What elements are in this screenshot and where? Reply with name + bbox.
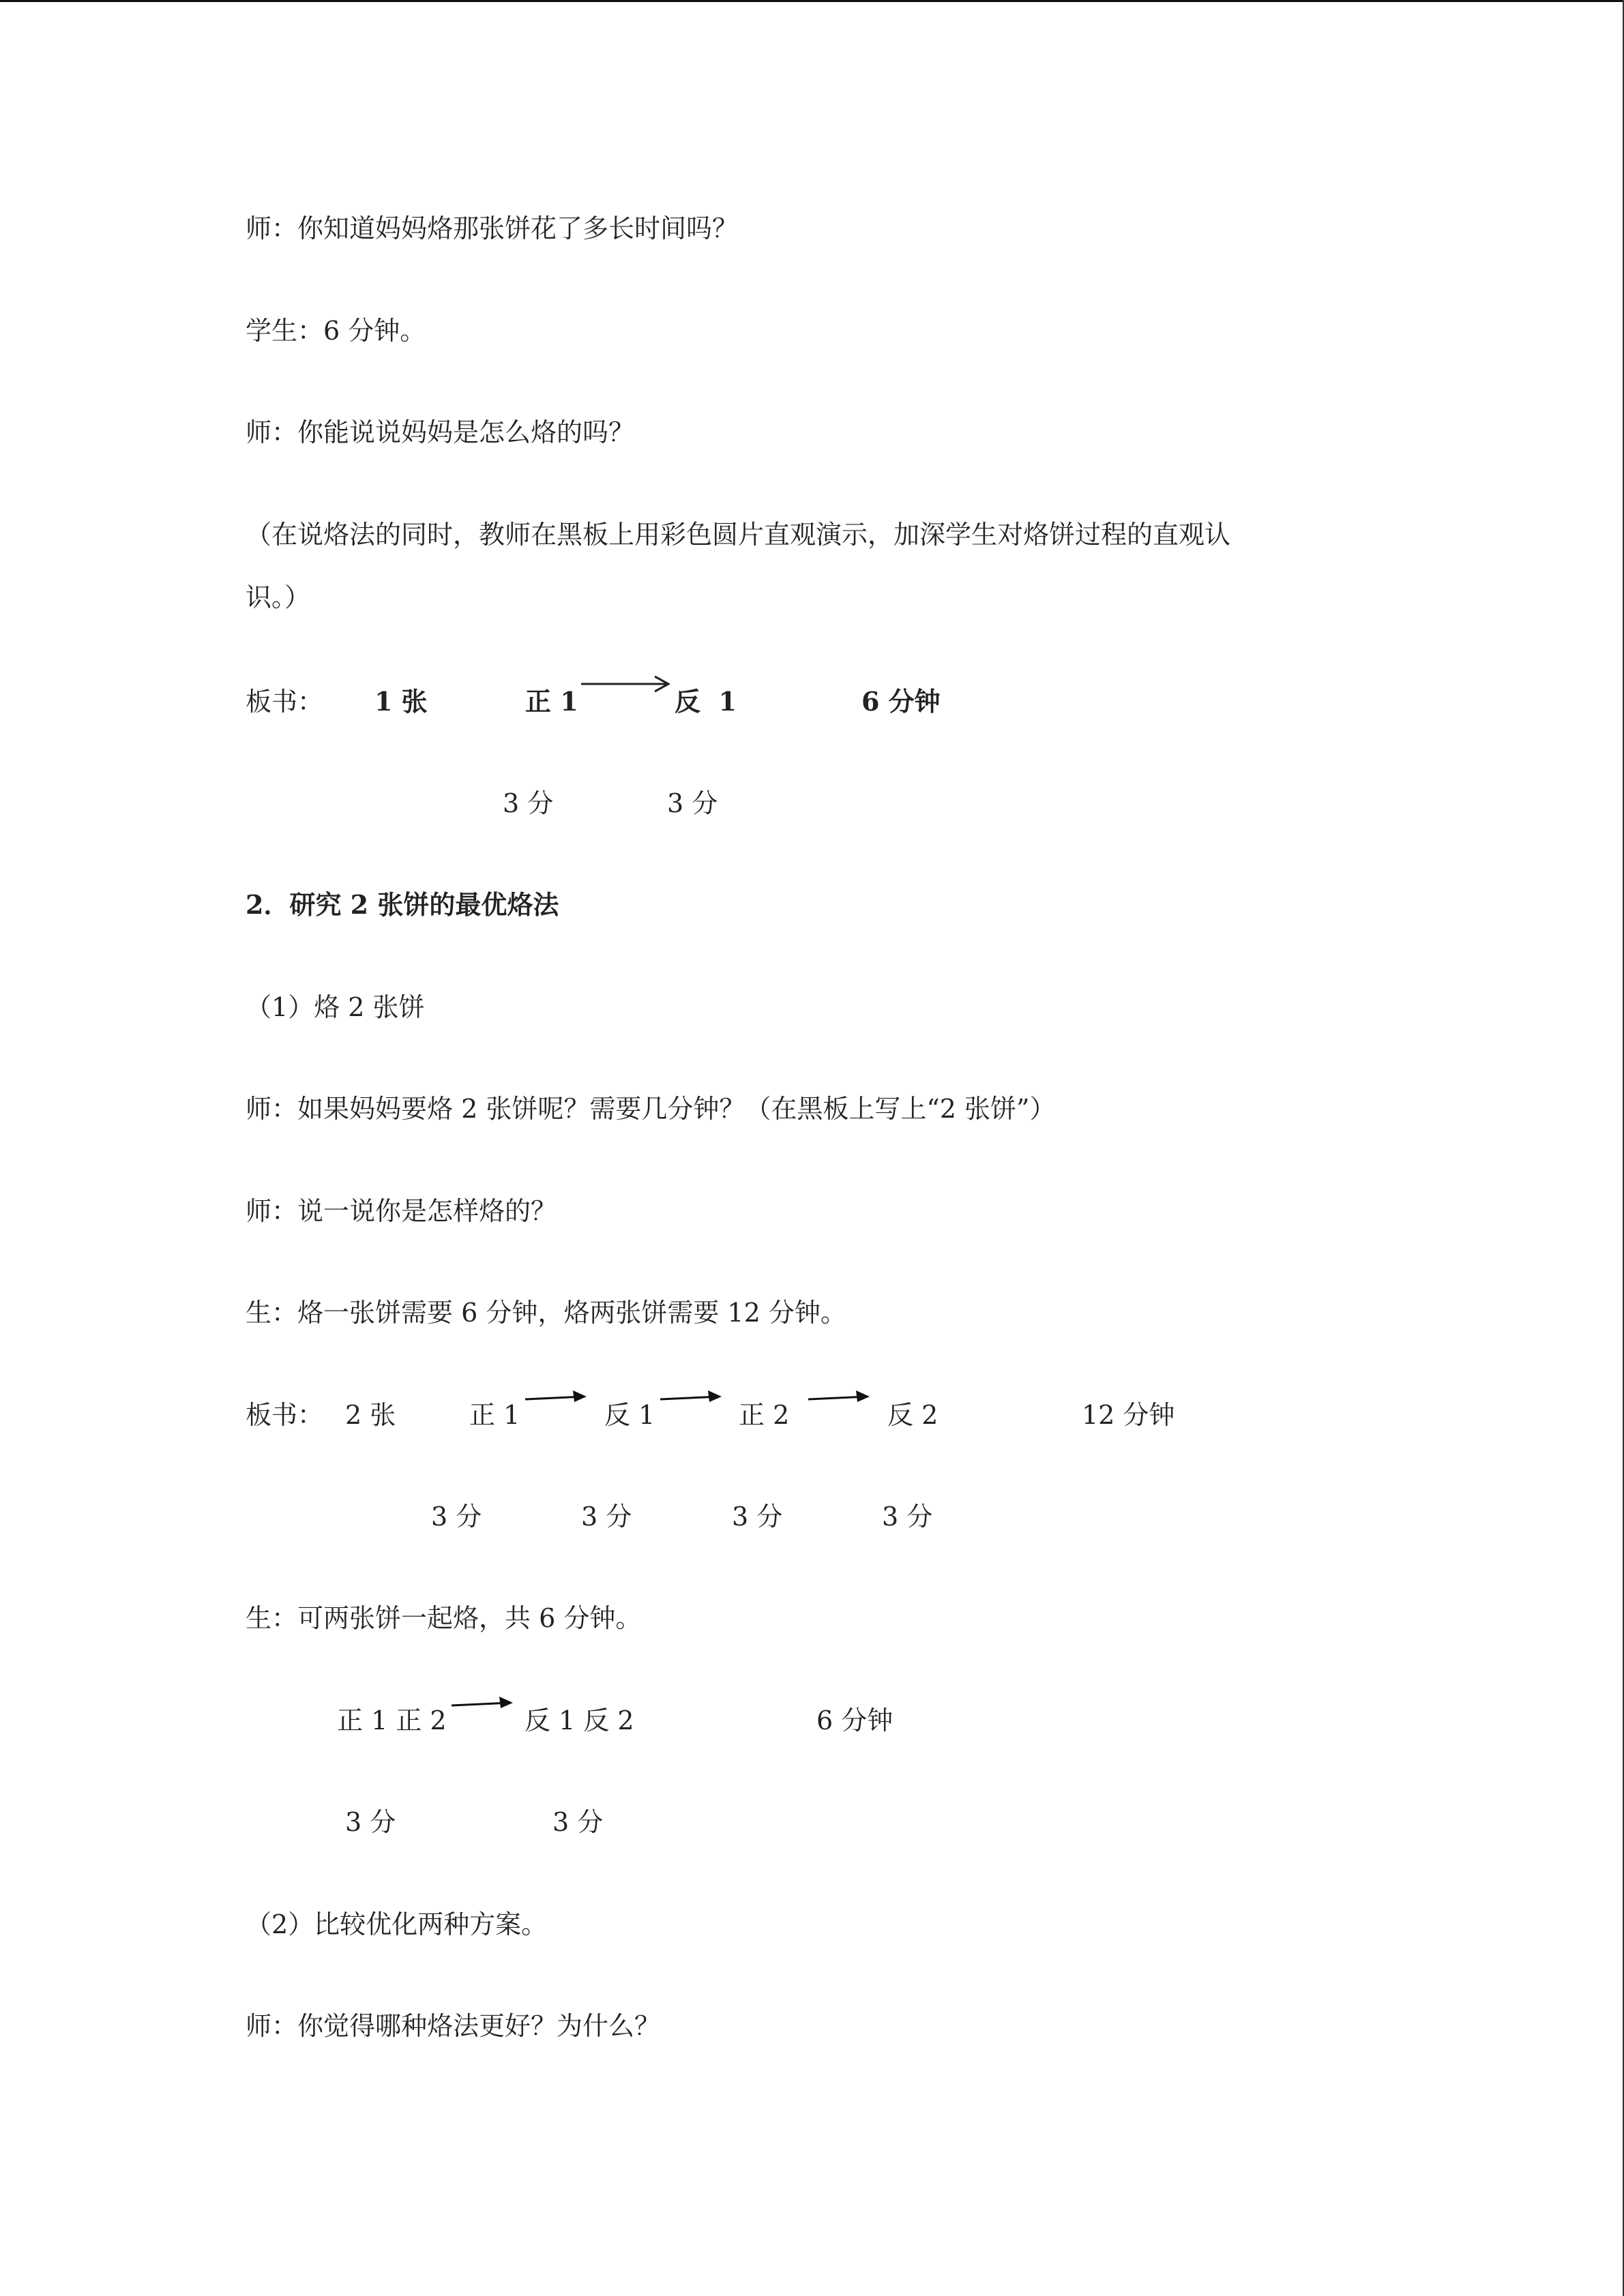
- student-answer-12min: 生：烙一张饼需要 6 分钟，烙两张饼需要 12 分钟。: [246, 1298, 846, 1328]
- demo-note-line1: （在说烙法的同时，教师在黑板上用彩色圆片直观演示，加深学生对烙饼过程的直观认: [246, 520, 1231, 550]
- board2-time1: 3 分: [431, 1502, 482, 1532]
- board2-label: 板书：: [246, 1400, 324, 1430]
- board3-arrow-icon: [450, 1695, 515, 1712]
- board1-time1: 3 分: [503, 788, 554, 818]
- teacher-question-time: 师：你知道妈妈烙那张饼花了多长时间吗？: [246, 213, 739, 243]
- board3-time1: 3 分: [345, 1807, 396, 1837]
- board2-arrow3-icon: [807, 1388, 872, 1406]
- board3-back-pair: 反 1 反 2: [525, 1705, 634, 1735]
- board2-time2: 3 分: [581, 1502, 632, 1532]
- board2-step3: 正 2: [739, 1400, 790, 1430]
- board2-time3: 3 分: [732, 1502, 783, 1532]
- teacher-question-better: 师：你觉得哪种烙法更好？为什么？: [246, 2011, 661, 2041]
- section-heading-2: 2．研究 2 张饼的最优烙法: [246, 889, 559, 920]
- board2-time4: 3 分: [882, 1502, 933, 1532]
- board1-count: 1 张: [374, 686, 428, 717]
- demo-note-line2: 识。）: [246, 582, 311, 612]
- board1-arrow-icon: [580, 674, 672, 694]
- board3-total: 6 分钟: [816, 1705, 894, 1735]
- board1-label: 板书：: [246, 687, 324, 717]
- page-top-border: [0, 0, 1624, 2]
- board2-step1: 正 1: [469, 1400, 520, 1430]
- board1-time2: 3 分: [667, 788, 718, 818]
- board2-count: 2 张: [345, 1400, 396, 1430]
- board2-arrow2-icon: [659, 1388, 724, 1406]
- board2-total: 12 分钟: [1082, 1400, 1175, 1430]
- teacher-question-method: 师：说一说你是怎样烙的？: [246, 1196, 557, 1226]
- subsection-1: （1）烙 2 张饼: [246, 992, 425, 1022]
- student-answer-6min: 学生：6 分钟。: [246, 316, 426, 346]
- board1-total: 6 分钟: [861, 686, 941, 717]
- board3-time2: 3 分: [552, 1807, 604, 1837]
- board2-step2: 反 1: [604, 1400, 655, 1430]
- teacher-question-how: 师：你能说说妈妈是怎么烙的吗？: [246, 417, 635, 447]
- board2-arrow1-icon: [524, 1388, 589, 1406]
- board1-front: 正 1: [525, 686, 578, 717]
- subsection-2: （2）比较优化两种方案。: [246, 1909, 548, 1939]
- teacher-question-2cakes: 师：如果妈妈要烙 2 张饼呢？需要几分钟？（在黑板上写上“2 张饼”）: [246, 1094, 1056, 1124]
- student-answer-together: 生：可两张饼一起烙，共 6 分钟。: [246, 1603, 642, 1633]
- board2-step4: 反 2: [887, 1400, 939, 1430]
- board3-front-pair: 正 1 正 2: [337, 1705, 447, 1735]
- board1-back: 反 1: [675, 686, 737, 717]
